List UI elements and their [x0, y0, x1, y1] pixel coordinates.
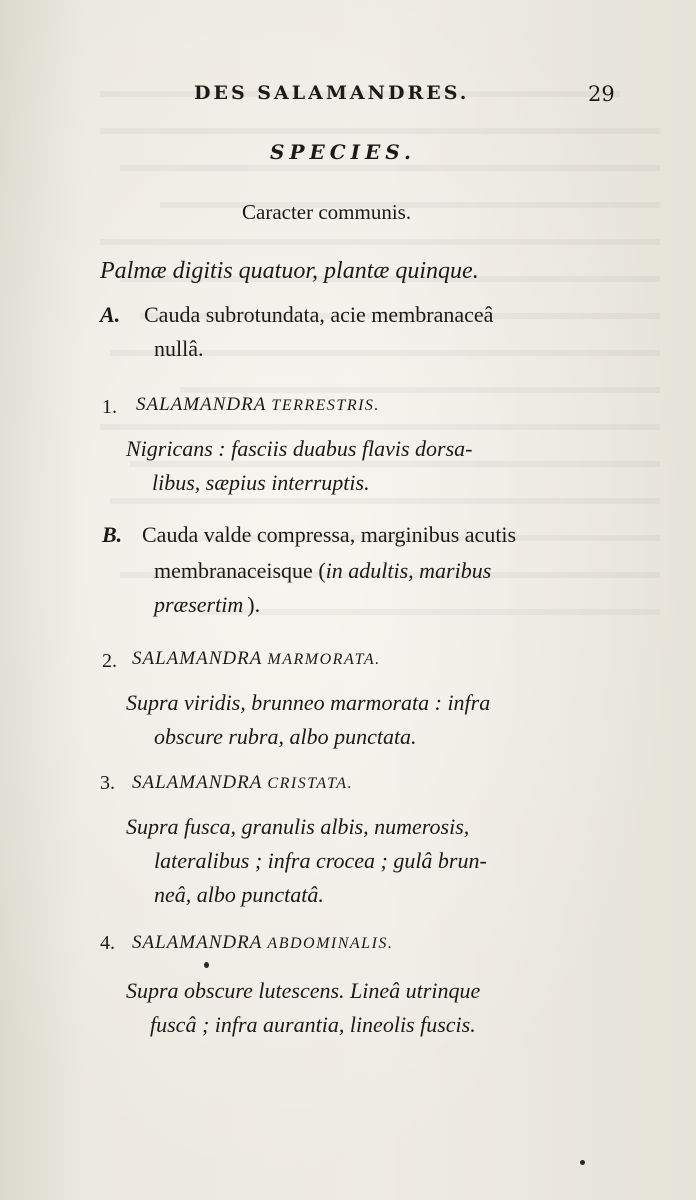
species-1-epithet: TERRESTRIS.: [271, 397, 380, 414]
species-1-genus: SALAMANDRA: [136, 394, 267, 415]
group-b-line-3: [154, 592, 260, 618]
species-2-name: [132, 648, 381, 670]
species-3-name: [132, 772, 353, 794]
palmae-line: Palmæ digitis quatuor, plantæ quinque.: [100, 258, 479, 284]
species-2-number: 2.: [102, 650, 117, 672]
species-4-line-2: fuscâ ; infra aurantia, lineolis fuscis.: [150, 1012, 476, 1037]
species-4-epithet: ABDOMINALIS.: [267, 935, 394, 952]
species-4-number: 4.: [100, 932, 115, 954]
species-3-line-2: lateralibus ; infra crocea ; gulâ brun-: [154, 848, 487, 873]
caracter-heading: Caracter communis.: [242, 200, 412, 224]
species-1-line-2: libus, sæpius interruptis.: [152, 470, 370, 495]
group-a-line-2: nullâ.: [154, 336, 204, 361]
page-number: 29: [588, 82, 615, 106]
species-3-epithet: CRISTATA.: [267, 775, 354, 792]
species-1-line-1: Nigricans : fasciis duabus flavis dorsa-: [126, 436, 473, 461]
group-b-line-2b: in adultis, maribus: [325, 558, 492, 583]
species-2-line-2: obscure rubra, albo punctata.: [154, 724, 417, 749]
species-2-line-1: Supra viridis, brunneo marmorata : infra: [126, 690, 491, 715]
species-3-number: 3.: [100, 772, 115, 794]
species-3-line-3: neâ, albo punctatâ.: [154, 882, 324, 907]
group-b-line-2a: membranaceisque (: [154, 558, 326, 583]
group-b-line-3b: ).: [247, 592, 261, 617]
group-b-line-1: Cauda valde compressa, marginibus acutis: [142, 522, 517, 547]
species-1-name: [136, 394, 380, 416]
section-title: SPECIES.: [270, 140, 416, 164]
paper-speck: [204, 962, 209, 968]
paper-speck: [580, 1160, 585, 1165]
species-2-genus: SALAMANDRA: [132, 648, 263, 669]
species-4-line-1: Supra obscure lutescens. Lineâ utrinque: [126, 978, 481, 1003]
species-1-number: 1.: [102, 396, 117, 418]
running-title: DES SALAMANDRES.: [194, 82, 470, 104]
group-b-letter: B.: [102, 522, 123, 547]
species-3-line-1: Supra fusca, granulis albis, numerosis,: [126, 814, 470, 839]
species-4-name: [132, 932, 393, 954]
species-3-genus: SALAMANDRA: [132, 772, 263, 793]
species-2-epithet: MARMORATA.: [267, 651, 381, 668]
group-b-line-2: [154, 558, 491, 584]
group-b-line-3a: præsertim: [154, 592, 244, 617]
species-4-genus: SALAMANDRA: [132, 932, 263, 953]
group-a-line-1: Cauda subrotundata, acie membranaceâ: [144, 302, 494, 327]
group-a-letter: A.: [100, 302, 121, 327]
